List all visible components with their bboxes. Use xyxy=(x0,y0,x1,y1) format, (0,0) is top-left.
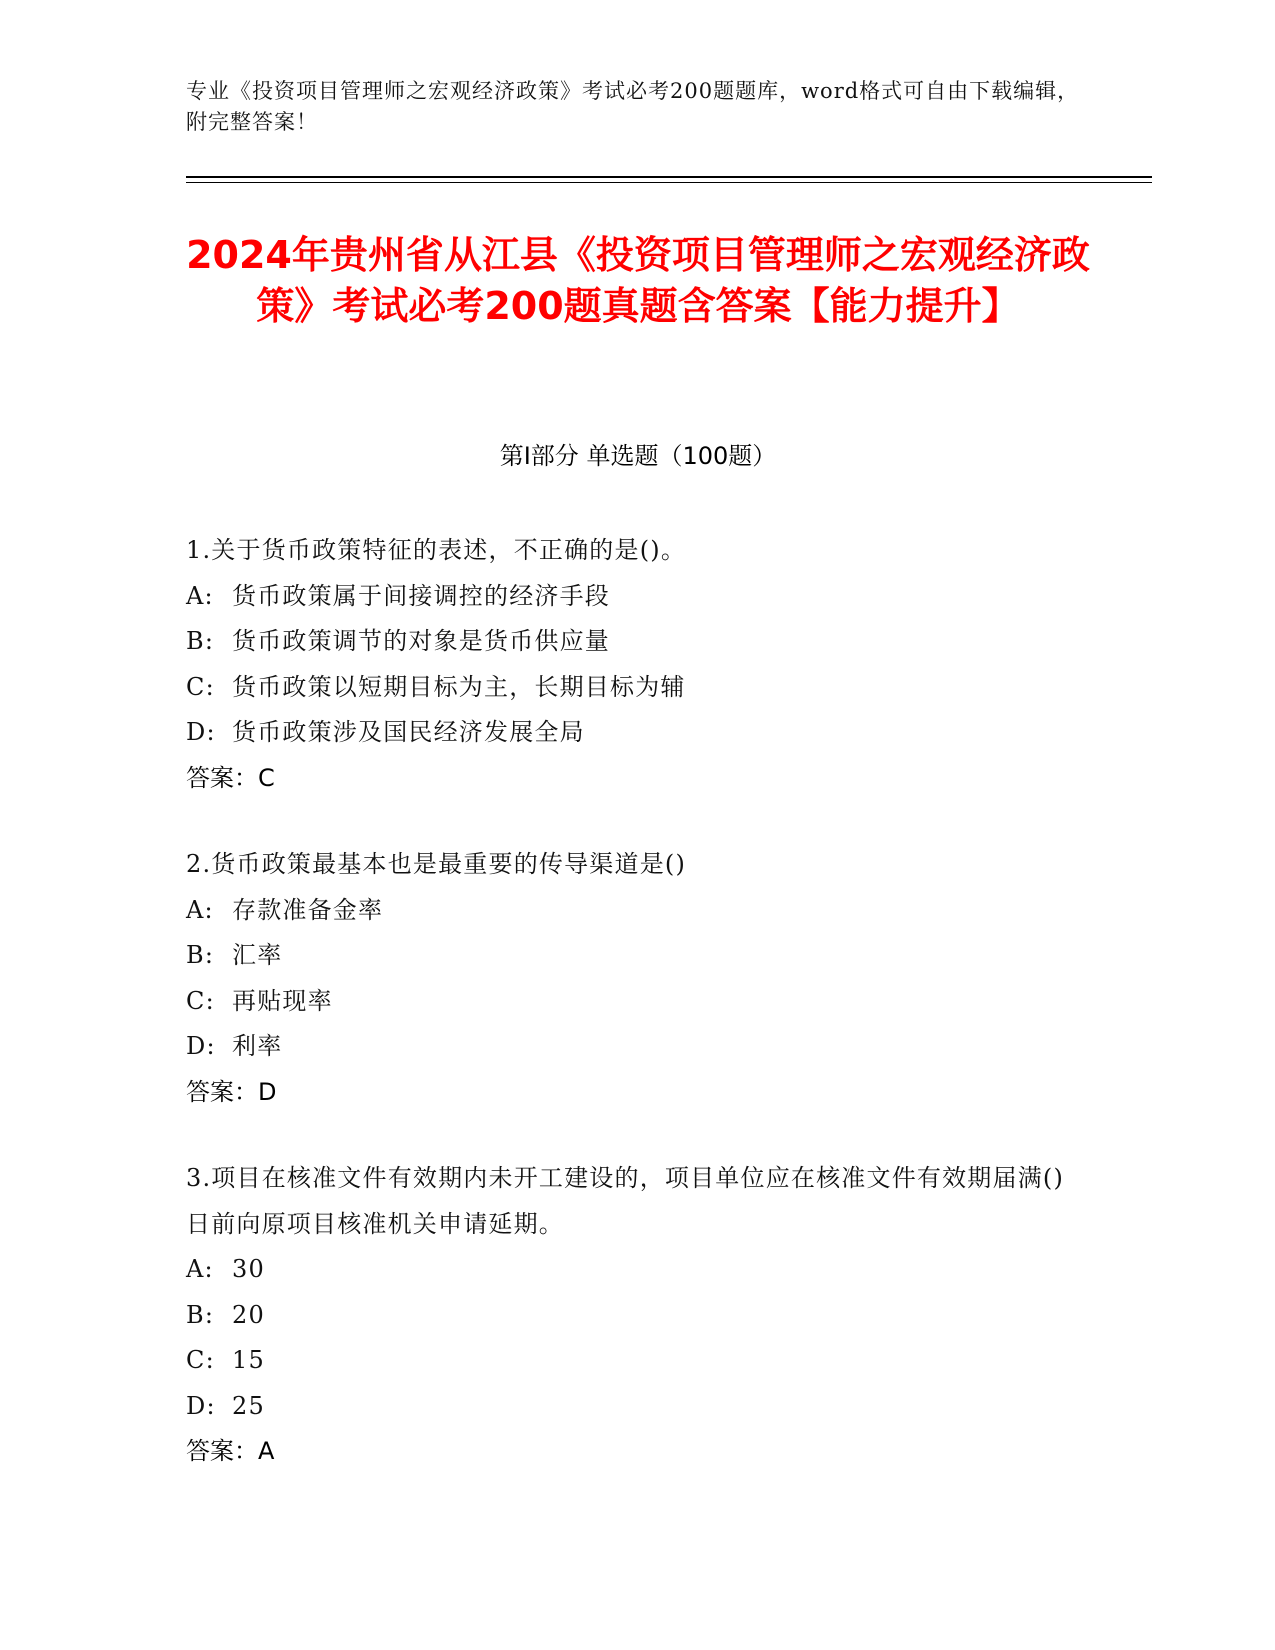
question-3 xyxy=(186,1156,1086,1475)
question-2 xyxy=(186,842,1086,1115)
question-list xyxy=(186,528,1086,1516)
question-1 xyxy=(186,528,1086,801)
option-text: 30 xyxy=(232,1255,265,1283)
question-stem: 3.项目在核准文件有效期内未开工建设的，项目单位应在核准文件有效期届满()日前向原项目核准机关申请延期。 xyxy=(186,1164,1065,1238)
answer-line: 答案：A xyxy=(186,1437,275,1465)
option-letter: D: xyxy=(186,1391,216,1420)
option-text: 25 xyxy=(232,1391,265,1420)
option-text: 15 xyxy=(232,1346,265,1374)
option-d xyxy=(186,1384,1086,1430)
option-text: 货币政策涉及国民经济发展全局 xyxy=(232,718,585,746)
option-letter: C: xyxy=(186,1346,215,1374)
option-text: 20 xyxy=(232,1300,265,1329)
option-text: 汇率 xyxy=(232,941,283,969)
answer-line: 答案：D xyxy=(186,1077,277,1106)
answer-line: 答案：C xyxy=(186,763,275,792)
option-letter: A: xyxy=(186,1255,214,1283)
option-d xyxy=(186,1024,1086,1070)
option-text: 货币政策以短期目标为主，长期目标为辅 xyxy=(232,672,686,701)
option-letter: D: xyxy=(186,1032,216,1060)
header-divider-thin xyxy=(186,182,1152,183)
option-b xyxy=(186,1293,1086,1339)
section-heading: 第I部分 单选题（100题） xyxy=(499,442,777,470)
question-stem: 2.货币政策最基本也是最重要的传导渠道是() xyxy=(186,850,687,878)
option-letter: B: xyxy=(186,627,215,655)
option-a xyxy=(186,574,1086,620)
option-a xyxy=(186,1247,1086,1293)
option-a xyxy=(186,888,1086,934)
option-text: 货币政策属于间接调控的经济手段 xyxy=(232,581,610,610)
document-title: 2024年贵州省从江县《投资项目管理师之宏观经济政策》考试必考200题真题含答案【能力提升】 xyxy=(186,233,1090,328)
option-c xyxy=(186,1338,1086,1384)
option-b xyxy=(186,619,1086,665)
question-stem: 1.关于货币政策特征的表述，不正确的是()。 xyxy=(186,536,687,564)
option-d xyxy=(186,710,1086,756)
header-note: 专业《投资项目管理师之宏观经济政策》考试必考200题题库，word格式可自由下载编辑，附完整答案！ xyxy=(186,79,1080,134)
option-letter: B: xyxy=(186,1300,215,1329)
option-letter: B: xyxy=(186,941,215,969)
option-letter: C: xyxy=(186,986,215,1015)
option-text: 存款准备金率 xyxy=(232,895,384,924)
option-letter: D: xyxy=(186,718,216,746)
option-letter: A: xyxy=(186,581,214,610)
option-letter: C: xyxy=(186,672,215,701)
option-b xyxy=(186,933,1086,979)
option-c xyxy=(186,665,1086,711)
option-c xyxy=(186,979,1086,1025)
option-letter: A: xyxy=(186,895,214,924)
option-text: 利率 xyxy=(232,1032,283,1060)
header-divider-thick xyxy=(186,176,1152,178)
option-text: 再贴现率 xyxy=(232,986,333,1015)
option-text: 货币政策调节的对象是货币供应量 xyxy=(232,627,610,655)
